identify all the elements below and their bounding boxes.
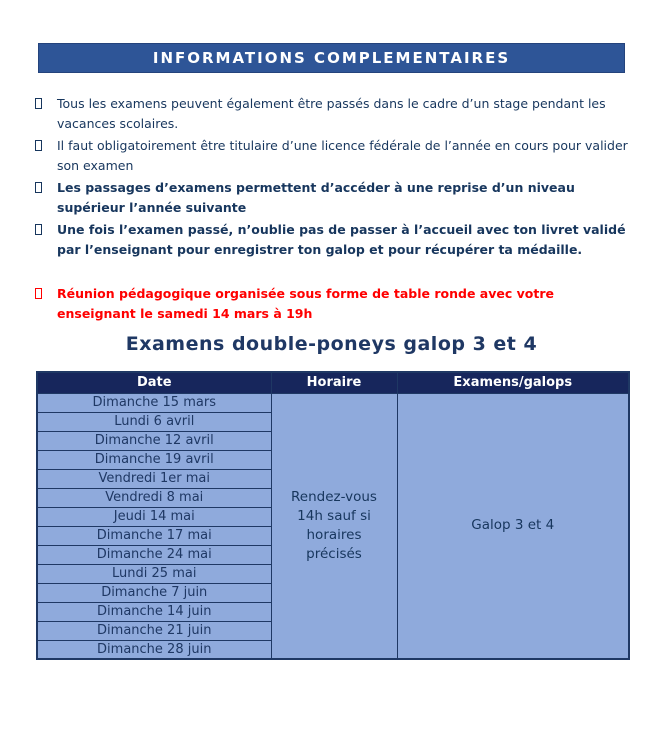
date-cell: Lundi 6 avril	[37, 412, 271, 431]
date-cell: Lundi 25 mai	[37, 564, 271, 583]
bullet-box-icon	[35, 182, 42, 193]
info-bullet-list	[33, 94, 633, 326]
bullet-item	[33, 136, 633, 176]
date-cell: Vendredi 8 mai	[37, 488, 271, 507]
bullet-text: Il faut obligatoirement être titulaire d’une licence fédérale de l’année en cours pour valider son examen	[57, 138, 628, 173]
bullet-text: Une fois l’examen passé, n’oublie pas de passer à l’accueil avec ton livret validé par l’enseignant pour enregistrer ton galop et pour récupérer ta médaille.	[57, 222, 626, 257]
bullet-item	[33, 94, 633, 134]
bullet-item	[33, 178, 633, 218]
section-title: Examens double-poneys galop 3 et 4	[125, 333, 538, 355]
bullet-text: Les passages d’examens permettent d’accéder à une reprise d’un niveau supérieur l’année suivante	[57, 180, 575, 215]
banner	[38, 43, 625, 73]
date-cell: Dimanche 7 juin	[37, 583, 271, 602]
date-cell: Dimanche 15 mars	[37, 393, 271, 412]
examens-cell: Galop 3 et 4	[397, 393, 629, 659]
bullet-text: Tous les examens peuvent également être passés dans le cadre d’un stage pendant les vacances scolaires.	[57, 96, 606, 131]
bullet-item-alert	[33, 284, 633, 324]
bullet-box-icon	[35, 98, 42, 109]
date-cell: Dimanche 24 mai	[37, 545, 271, 564]
column-header-examens: Examens/galops	[397, 372, 629, 393]
horaire-cell: Rendez-vous 14h sauf si horaires précisés	[271, 393, 397, 659]
bullet-item	[33, 220, 633, 260]
date-cell: Dimanche 14 juin	[37, 602, 271, 621]
column-header-date: Date	[37, 372, 271, 393]
exam-schedule-table	[36, 371, 630, 660]
date-cell: Dimanche 19 avril	[37, 450, 271, 469]
bullet-box-icon	[35, 288, 42, 299]
table-header-row	[37, 372, 629, 393]
table-row	[37, 393, 629, 412]
column-header-horaire: Horaire	[271, 372, 397, 393]
bullet-box-icon	[35, 140, 42, 151]
banner-title: INFORMATIONS COMPLEMENTAIRES	[152, 49, 511, 67]
bullet-box-icon	[35, 224, 42, 235]
date-cell: Dimanche 17 mai	[37, 526, 271, 545]
bullet-text: Réunion pédagogique organisée sous forme de table ronde avec votre enseignant le samedi 14 mars à 19h	[57, 286, 554, 321]
date-cell: Dimanche 28 juin	[37, 640, 271, 659]
date-cell: Vendredi 1er mai	[37, 469, 271, 488]
date-cell: Dimanche 21 juin	[37, 621, 271, 640]
date-cell: Jeudi 14 mai	[37, 507, 271, 526]
date-cell: Dimanche 12 avril	[37, 431, 271, 450]
